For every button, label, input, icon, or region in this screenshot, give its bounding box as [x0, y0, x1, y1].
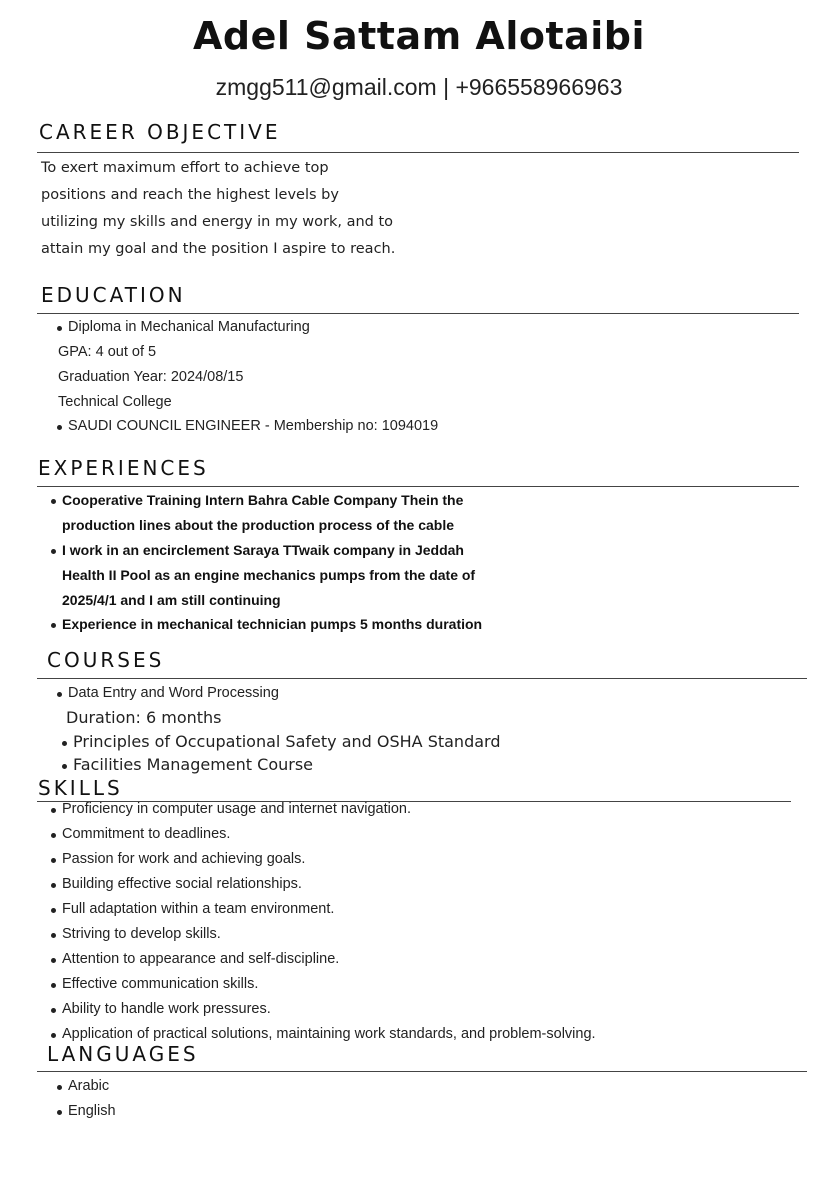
skill-item: [50, 873, 790, 898]
skill-text: Ability to handle work pressures.: [62, 1001, 271, 1017]
bullet-icon: [51, 499, 56, 504]
career-objective-text: [41, 155, 395, 263]
skills-heading: SKILLS: [38, 776, 123, 800]
bullet-icon: [57, 692, 62, 697]
bullet-icon: [51, 883, 56, 888]
education-gpa: GPA: 4 out of 5: [58, 344, 157, 360]
skill-text: Proficiency in computer usage and internet navigation.: [62, 801, 412, 817]
language-item: Arabic: [68, 1078, 110, 1094]
course-item: Data Entry and Word Processing: [68, 685, 279, 701]
resume-name: Adel Sattam Alotaibi: [192, 14, 646, 58]
bullet-icon: [51, 808, 56, 813]
experience-line: production lines about the production process of the cable: [62, 517, 455, 533]
skill-text: Attention to appearance and self-discipline.: [62, 951, 340, 967]
bullet-icon: [57, 1085, 62, 1090]
skill-text: Application of practical solutions, maintaining work standards, and problem-solving.: [62, 1026, 596, 1042]
education-diploma: Diploma in Mechanical Manufacturing: [68, 319, 310, 335]
course-item: Facilities Management Course: [73, 755, 313, 774]
skill-text: Striving to develop skills.: [62, 926, 221, 942]
experiences-heading: EXPERIENCES: [38, 456, 209, 480]
skill-item: [50, 923, 790, 948]
languages-rule: [37, 1071, 807, 1072]
skills-list: [50, 798, 790, 1048]
course-duration: Duration: 6 months: [66, 708, 222, 727]
bullet-icon: [51, 858, 56, 863]
skill-text: Full adaptation within a team environment.: [62, 901, 335, 917]
education-graduation: Graduation Year: 2024/08/15: [58, 369, 244, 385]
education-college: Technical College: [58, 394, 172, 410]
skill-item: [50, 898, 790, 923]
course-item: Principles of Occupational Safety and OSHA Standard: [73, 732, 501, 751]
objective-line: positions and reach the highest levels by: [41, 187, 339, 203]
bullet-icon: [51, 933, 56, 938]
skill-item: [50, 798, 790, 823]
objective-line: attain my goal and the position I aspire to reach.: [41, 241, 396, 257]
courses-rule: [37, 678, 807, 679]
bullet-icon: [51, 1008, 56, 1013]
language-item: English: [68, 1103, 116, 1119]
skill-item: [50, 848, 790, 873]
bullet-icon: [51, 908, 56, 913]
skill-text: Commitment to deadlines.: [62, 826, 231, 842]
objective-line: To exert maximum effort to achieve top: [41, 160, 329, 176]
bullet-icon: [57, 326, 62, 331]
bullet-icon: [62, 741, 67, 746]
skill-text: Effective communication skills.: [62, 976, 259, 992]
bullet-icon: [51, 549, 56, 554]
experience-line: I work in an encirclement Saraya TTwaik company in Jeddah: [62, 542, 464, 558]
experience-line: 2025/4/1 and I am still continuing: [62, 592, 281, 608]
education-rule: [37, 313, 799, 314]
bullet-icon: [51, 983, 56, 988]
education-heading: EDUCATION: [41, 283, 186, 307]
skill-item: [50, 948, 790, 973]
bullet-icon: [57, 425, 62, 430]
skill-text: Building effective social relationships.: [62, 876, 302, 892]
career-objective-heading: CAREER OBJECTIVE: [39, 120, 281, 144]
bullet-icon: [62, 764, 67, 769]
bullet-icon: [51, 623, 56, 628]
languages-heading: LANGUAGES: [47, 1042, 199, 1066]
bullet-icon: [51, 1033, 56, 1038]
objective-line: utilizing my skills and energy in my work, and to: [41, 214, 394, 230]
experience-line: Experience in mechanical technician pumps 5 months duration: [62, 616, 483, 632]
courses-heading: COURSES: [47, 648, 165, 672]
experiences-rule: [37, 486, 799, 487]
career-objective-rule: [37, 152, 799, 153]
skill-item: [50, 973, 790, 998]
education-membership: SAUDI COUNCIL ENGINEER - Membership no: 1094019: [68, 418, 439, 434]
bullet-icon: [57, 1110, 62, 1115]
bullet-icon: [51, 958, 56, 963]
contact-info: zmgg511@gmail.com | +966558966963: [215, 74, 623, 100]
skill-text: Passion for work and achieving goals.: [62, 851, 306, 867]
experience-line: Cooperative Training Intern Bahra Cable Company Thein the: [62, 492, 464, 508]
experience-line: Health II Pool as an engine mechanics pumps from the date of: [62, 567, 476, 583]
bullet-icon: [51, 833, 56, 838]
skill-item: [50, 998, 790, 1023]
skill-item: [50, 823, 790, 848]
